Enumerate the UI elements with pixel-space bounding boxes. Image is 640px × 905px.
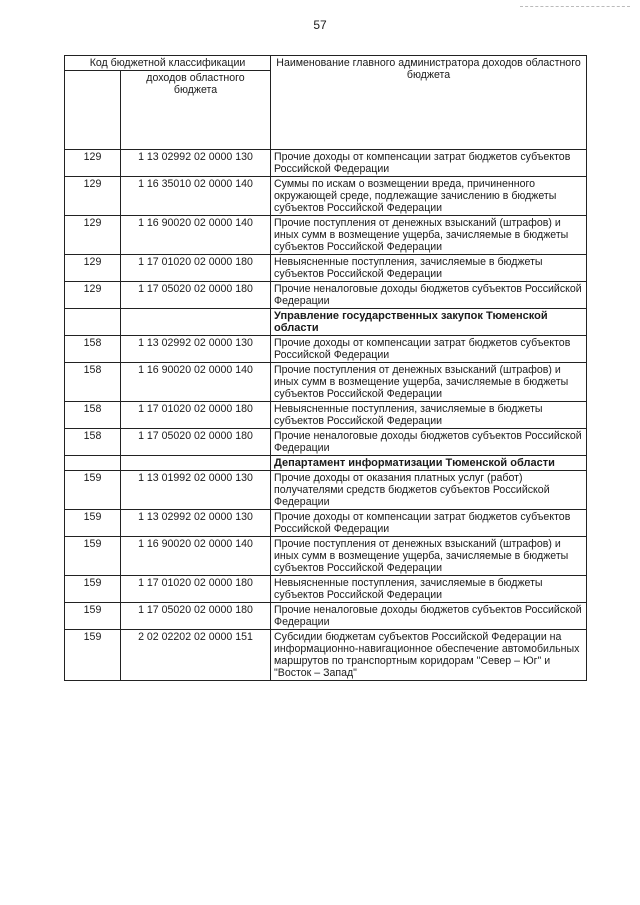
admin-code-cell: 129	[65, 282, 121, 309]
table-row	[65, 537, 587, 576]
revenue-name-cell: Суммы по искам о возмещении вреда, причиненного окружающей среде, подлежащие зачислению в бюджеты субъектов Российской Федерации	[271, 177, 587, 216]
revenue-name-cell: Субсидии бюджетам субъектов Российской Федерации на информационно-навигационное обеспечение автомобильных маршрутов по транспортным коридорам "Север – Юг" и "Восток – Запад"	[271, 630, 587, 681]
admin-code-cell: 158	[65, 429, 121, 456]
header-administrator-name: Наименование главного администратора доходов областного бюджета	[271, 56, 587, 150]
admin-code-cell: 159	[65, 630, 121, 681]
admin-code-cell	[65, 309, 121, 336]
revenue-code-cell	[121, 456, 271, 471]
table-row	[65, 510, 587, 537]
revenue-name-cell: Прочие поступления от денежных взысканий (штрафов) и иных сумм в возмещение ущерба, зачисляемые в бюджеты субъектов Российской Федерации	[271, 216, 587, 255]
revenue-code-cell: 1 13 01992 02 0000 130	[121, 471, 271, 510]
admin-code-cell: 129	[65, 177, 121, 216]
admin-code-cell: 158	[65, 336, 121, 363]
admin-code-cell: 159	[65, 576, 121, 603]
revenue-name-cell: Прочие неналоговые доходы бюджетов субъектов Российской Федерации	[271, 429, 587, 456]
revenue-code-cell: 1 17 01020 02 0000 180	[121, 255, 271, 282]
revenue-code-cell: 1 16 90020 02 0000 140	[121, 537, 271, 576]
table-row	[65, 402, 587, 429]
revenue-code-cell: 1 13 02992 02 0000 130	[121, 510, 271, 537]
revenue-code-cell: 1 17 01020 02 0000 180	[121, 402, 271, 429]
table-row	[65, 150, 587, 177]
admin-code-cell: 159	[65, 471, 121, 510]
table-row	[65, 630, 587, 681]
revenue-code-cell: 1 17 05020 02 0000 180	[121, 603, 271, 630]
revenue-code-cell: 1 13 02992 02 0000 130	[121, 336, 271, 363]
admin-code-cell: 159	[65, 603, 121, 630]
revenue-code-cell	[121, 309, 271, 336]
org-header-row	[65, 456, 587, 471]
revenue-name-cell: Прочие доходы от компенсации затрат бюджетов субъектов Российской Федерации	[271, 510, 587, 537]
revenue-code-cell: 2 02 02202 02 0000 151	[121, 630, 271, 681]
budget-classification-table	[64, 55, 587, 681]
top-edge-line	[520, 6, 630, 7]
table-row	[65, 282, 587, 309]
revenue-name-cell: Прочие доходы от оказания платных услуг (работ) получателями средств бюджетов субъектов Российской Федерации	[271, 471, 587, 510]
admin-code-cell	[65, 456, 121, 471]
revenue-name-cell: Прочие доходы от компенсации затрат бюджетов субъектов Российской Федерации	[271, 336, 587, 363]
admin-code-cell: 129	[65, 255, 121, 282]
table-row	[65, 216, 587, 255]
org-header-row	[65, 309, 587, 336]
revenue-name-cell: Прочие неналоговые доходы бюджетов субъектов Российской Федерации	[271, 282, 587, 309]
header-admin-code	[65, 71, 121, 150]
admin-code-cell: 159	[65, 537, 121, 576]
table-row	[65, 603, 587, 630]
header-code-group: Код бюджетной классификации	[65, 56, 271, 71]
revenue-code-cell: 1 16 90020 02 0000 140	[121, 216, 271, 255]
table-row	[65, 576, 587, 603]
table-row	[65, 336, 587, 363]
table-row	[65, 429, 587, 456]
revenue-name-cell: Невыясненные поступления, зачисляемые в бюджеты субъектов Российской Федерации	[271, 402, 587, 429]
table-row	[65, 471, 587, 510]
table-body	[65, 150, 587, 681]
admin-code-cell: 158	[65, 363, 121, 402]
revenue-code-cell: 1 17 05020 02 0000 180	[121, 282, 271, 309]
revenue-name-cell: Невыясненные поступления, зачисляемые в бюджеты субъектов Российской Федерации	[271, 576, 587, 603]
table-row	[65, 255, 587, 282]
admin-code-cell: 158	[65, 402, 121, 429]
admin-code-cell: 129	[65, 216, 121, 255]
revenue-name-cell: Прочие поступления от денежных взысканий (штрафов) и иных сумм в возмещение ущерба, зачисляемые в бюджеты субъектов Российской Федерации	[271, 363, 587, 402]
revenue-name-cell: Невыясненные поступления, зачисляемые в бюджеты субъектов Российской Федерации	[271, 255, 587, 282]
page-number: 57	[313, 18, 327, 32]
revenue-code-cell: 1 16 90020 02 0000 140	[121, 363, 271, 402]
table-row	[65, 363, 587, 402]
revenue-code-cell: 1 16 35010 02 0000 140	[121, 177, 271, 216]
revenue-name-cell: Прочие доходы от компенсации затрат бюджетов субъектов Российской Федерации	[271, 150, 587, 177]
header-revenue-code: доходов областного бюджета	[121, 71, 271, 150]
org-name-cell: Управление государственных закупок Тюменской области	[271, 309, 587, 336]
admin-code-cell: 159	[65, 510, 121, 537]
revenue-code-cell: 1 13 02992 02 0000 130	[121, 150, 271, 177]
table-row	[65, 177, 587, 216]
revenue-code-cell: 1 17 05020 02 0000 180	[121, 429, 271, 456]
admin-code-cell: 129	[65, 150, 121, 177]
revenue-name-cell: Прочие поступления от денежных взысканий (штрафов) и иных сумм в возмещение ущерба, зачисляемые в бюджеты субъектов Российской Федерации	[271, 537, 587, 576]
revenue-code-cell: 1 17 01020 02 0000 180	[121, 576, 271, 603]
revenue-name-cell: Прочие неналоговые доходы бюджетов субъектов Российской Федерации	[271, 603, 587, 630]
org-name-cell: Департамент информатизации Тюменской области	[271, 456, 587, 471]
